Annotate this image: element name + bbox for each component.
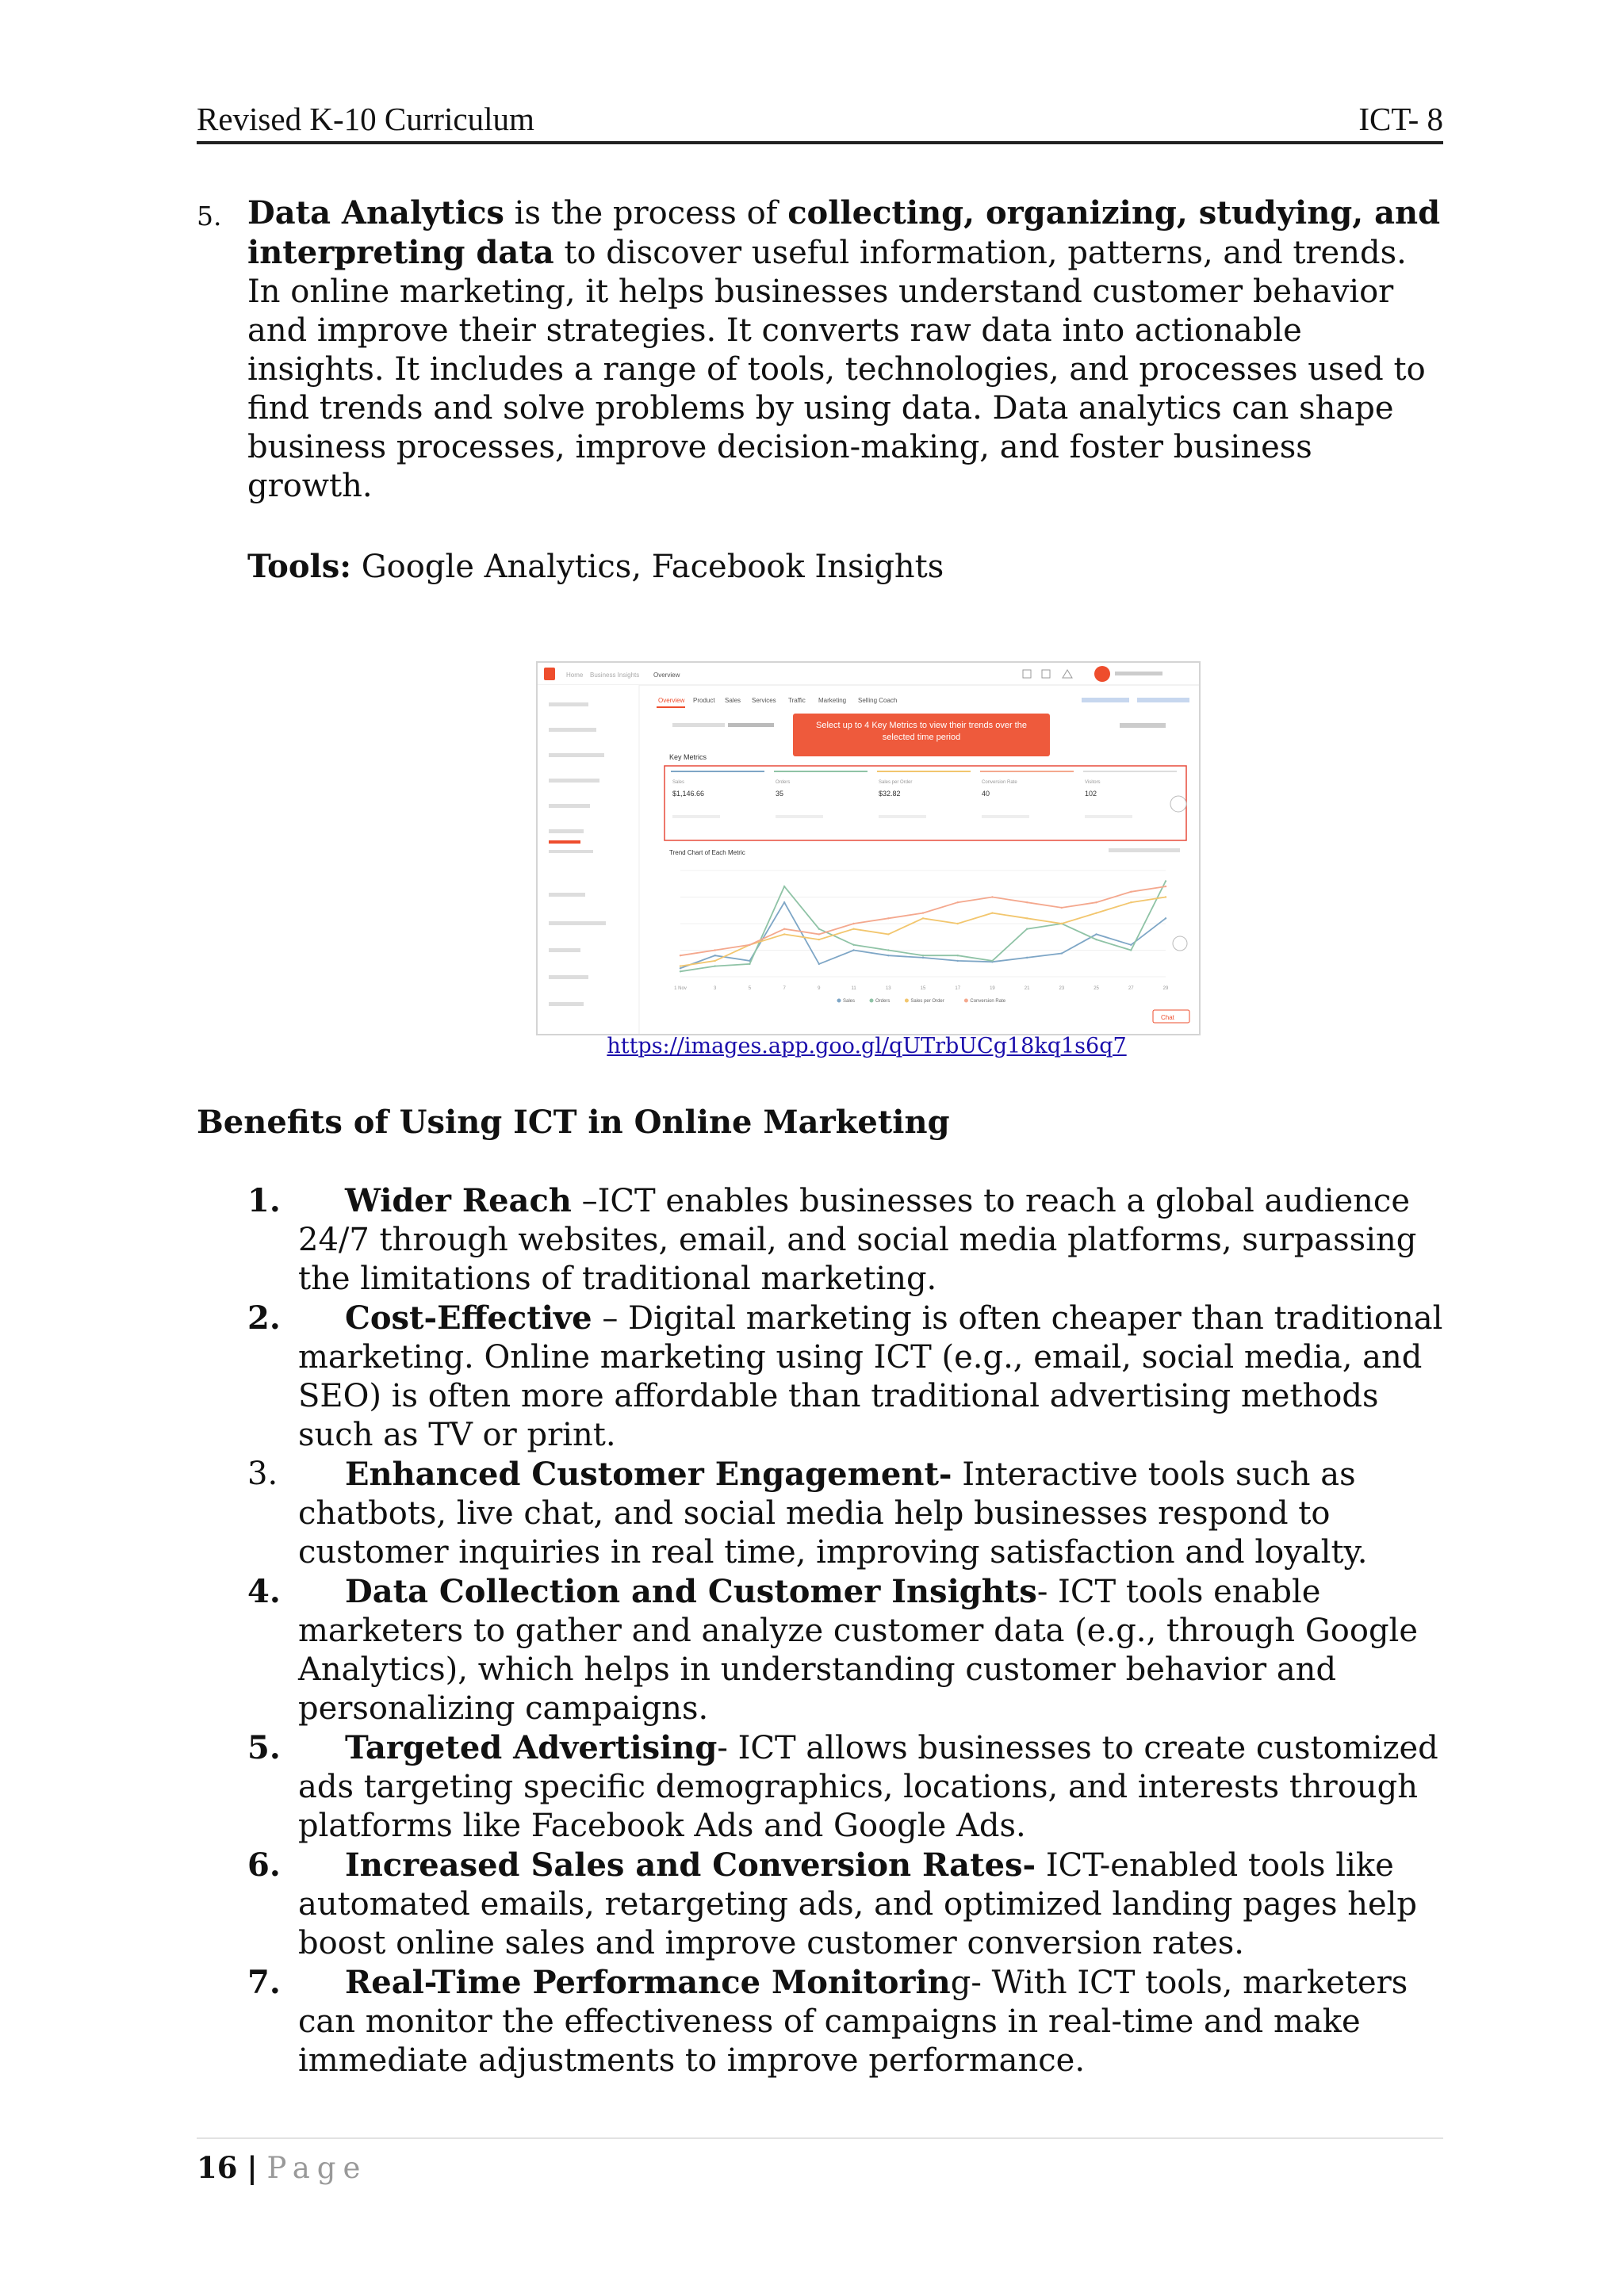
breadcrumb-home[interactable]: Home [566,672,584,679]
trend-grid [680,871,1166,977]
x-tick-label: 13 [885,986,891,991]
series-point [680,967,681,969]
item-number: 7. [247,1964,281,2001]
legend-swatch [870,999,874,1003]
item-title: Cost-Effective [345,1299,592,1337]
series-point [1061,952,1063,954]
next-arrow-icon[interactable] [1170,796,1186,812]
tab-selling-coach[interactable]: Selling Coach [858,697,898,704]
series-point [783,933,785,935]
page-header [197,97,1443,144]
x-tick-label: 7 [783,986,786,991]
metric-compare [672,815,720,818]
text-segment: to discover useful information, patterns, and trends. In online marketing, it helps businesses understand customer behavior and improve their strategies. It converts raw data into actionable insights. It includes a range of tools, technologies, and processes used to find trends and solve problems by using data. Data analytics can shape business processes, improve decision-making, and foster business growth. [247,235,1426,504]
list-item [247,1963,1445,2080]
item-text: - ICT tools enable marketers to gather and analyze customer data (e.g., through Google Analytics), which helps in understanding customer behavior and personalizing campaigns. [298,1574,1419,1727]
series-point [1026,957,1028,959]
callout-text-wrap [802,720,1040,752]
item-number: 6. [247,1846,281,1884]
footer-text [197,2150,367,2185]
series-point [1165,896,1166,897]
trend-chart-title: Trend Chart of Each Metric [669,849,745,856]
dashboard-svg [538,663,1199,1034]
benefits-heading: Benefits of Using ICT in Online Marketing [197,1104,950,1141]
sidebar [538,685,639,1034]
item-number: 2. [247,1299,281,1337]
series-point [680,965,681,966]
date-selector[interactable] [728,723,774,727]
metric-color-bar [1083,771,1177,772]
item-title: Data Collection and Customer Insights [345,1573,1037,1610]
legend-label: Sales per Order [910,999,944,1004]
series-point [1130,901,1132,903]
series-point [957,960,959,962]
series-point [991,912,993,913]
item-number: 4. [247,1573,281,1610]
breadcrumb-overview: Overview [653,672,680,679]
benefits-list [247,1181,1445,2080]
term-data-analytics: Data Analytics [247,194,504,232]
list-item [247,1299,1445,1455]
series-point [991,960,993,962]
x-tick-label: 5 [748,986,752,991]
page-footer [197,2137,1443,2185]
list-item [247,1846,1445,1963]
series-point [1130,949,1132,951]
analytics-screenshot [536,661,1201,1035]
metric-color-bar [877,771,971,772]
trend-x-ticks [674,986,1169,991]
list-item [247,1728,1445,1846]
settings-icon[interactable] [1173,936,1187,951]
series-point [680,970,681,972]
paragraph-text [247,193,1443,506]
key-metrics-box [665,766,1186,840]
legend-label: Sales [843,999,856,1004]
series-point [887,949,889,951]
legend-label: Orders [875,999,891,1004]
series-point [818,928,820,930]
legend-swatch [837,999,841,1003]
metric-color-bar [671,771,764,772]
series-point [1026,917,1028,919]
item-text: ICT-enabled tools like automated emails, retargeting ads, and optimized landing pages help boost online sales and improve customer conversion rates. [298,1847,1418,1961]
x-tick-label: 9 [818,986,821,991]
metric-color-bar [774,771,868,772]
series-point [922,917,924,919]
x-tick-label: 25 [1094,986,1099,991]
x-tick-label: 29 [1162,986,1169,991]
footer-separator: | [247,2150,258,2185]
text-segment: is the process of [504,195,788,232]
series-point [1095,901,1097,903]
full-screen-link[interactable] [1137,698,1189,702]
series-point [749,944,750,946]
shop-logo-icon [544,668,555,680]
series-point [957,955,959,956]
metric-label: Orders [776,780,791,785]
series-point [1095,933,1097,935]
metric-compare [776,815,823,818]
metric-value: $32.82 [879,790,901,798]
series-point [922,912,924,913]
metric-label: Sales [672,780,685,785]
series-point [1095,939,1097,940]
list-item [247,1572,1445,1728]
series-point [1026,928,1028,930]
tab-traffic[interactable]: Traffic [788,697,806,704]
trend-legend [837,999,1006,1004]
item-title: Targeted Advertising [345,1729,718,1766]
tab-product[interactable]: Product [693,697,715,704]
callout-text: Select up to 4 Key Metrics to view their trends over the selected time period [816,721,1027,742]
series-point [714,960,716,962]
metric-value: 102 [1085,790,1097,798]
series-point [991,896,993,897]
x-tick-label: 23 [1059,986,1065,991]
data-analytics-paragraph [197,193,1443,506]
series-point [1026,901,1028,903]
tools-value: Google Analytics, Facebook Insights [351,549,944,585]
series-point [1061,907,1063,909]
metric-value: 35 [776,790,784,798]
metric-compare [982,815,1029,818]
tab-overview[interactable]: Overview [658,697,685,704]
series-point [1165,917,1166,919]
tab-marketing[interactable]: Marketing [818,697,847,704]
image-source-link[interactable]: https://images.app.goo.gl/qUTrbUCg18kq1s6q7 [607,1034,1127,1058]
bold-phrase: collecting, organizing, studying, and interpreting data [247,194,1441,271]
series-point [680,955,681,956]
series-point [1095,912,1097,913]
paragraph-number: 5. [197,201,222,232]
export-data-button[interactable] [1120,723,1166,728]
x-tick-label: 11 [851,986,856,991]
series-point [783,928,785,930]
key-metrics-title: Key Metrics [669,753,707,761]
series-point [783,886,785,887]
tools-label: Tools: [247,548,352,585]
series-point [887,917,889,919]
series-point [714,965,716,966]
item-text: –ICT enables businesses to reach a global audience 24/7 through websites, email, and social media platforms, surpassing the limitations of traditional marketing. [298,1183,1417,1297]
list-item [247,1455,1445,1572]
page-word: Page [266,2151,368,2185]
series-point [1061,923,1063,924]
series-point [852,928,854,930]
page-number: 16 [197,2150,238,2185]
avatar[interactable] [1094,666,1110,682]
metric-compare [1085,815,1132,818]
series-point [818,963,820,965]
x-tick-label: 15 [920,986,926,991]
metric-label: Visitors [1085,780,1101,785]
metric-label: Conversion Rate [982,780,1017,785]
series-point [852,923,854,924]
series-point [1165,880,1166,882]
series-point [1130,944,1132,946]
x-tick-label: 3 [714,986,717,991]
series-point [922,957,924,959]
data-period-label [672,723,725,727]
header-subject: ICT- 8 [1358,101,1443,137]
series-point [818,933,820,935]
breadcrumb-business[interactable]: Business Insights [590,672,640,679]
metric-value: 40 [982,790,990,798]
series-point [749,963,750,965]
header-curriculum: Revised K-10 Curriculum [197,101,534,137]
x-tick-label: 19 [990,986,995,991]
list-item [247,1181,1445,1299]
item-number: 5. [247,1729,281,1766]
tab-bar [657,697,1189,708]
active-tab-underline [657,706,685,708]
item-text: – Digital marketing is often cheaper than traditional marketing. Online marketing using ICT (e.g., email, social media, and SEO) is often more affordable than traditional advertising methods such as TV or print. [298,1300,1443,1453]
tools-line [247,547,944,587]
tab-sales[interactable]: Sales [725,697,741,704]
series-point [714,955,716,956]
legend-label: Conversion Rate [970,999,1006,1004]
item-text: g- With ICT tools, marketers can monitor the effectiveness of campaigns in real-time and make immediate adjustments to improve performance. [298,1965,1408,2079]
x-tick-label: 27 [1128,986,1134,991]
series-point [1130,891,1132,893]
series-point [957,923,959,924]
item-text: - ICT allows businesses to create customized ads targeting specific demographics, locations, and interests through platforms like Facebook Ads and Google Ads. [298,1730,1438,1844]
metric-value: $1,146.66 [672,790,705,798]
tab-services[interactable]: Services [752,697,776,704]
account-name-placeholder [1115,672,1162,675]
item-title: Increased Sales and Conversion Rates- [345,1846,1036,1884]
series-point [1165,886,1166,887]
series-point [887,933,889,935]
legend-swatch [905,999,909,1003]
item-text: Interactive tools such as chatbots, live chat, and social media help businesses respond to customer inquiries in real time, improving satisfaction and loyalty. [298,1456,1368,1571]
chat-label: Chat [1161,1014,1174,1021]
trend-options[interactable] [1109,848,1180,852]
item-title: Real-Time Performance Monitorin [345,1964,951,2001]
x-tick-label: 1 Nov [674,986,687,991]
metric-color-bar [980,771,1074,772]
series-point [818,939,820,940]
series-point [922,955,924,956]
series-point [783,901,785,903]
metric-compare [879,815,926,818]
x-tick-label: 21 [1024,986,1030,991]
series-point [957,901,959,903]
metric-label: Sales per Order [879,780,913,785]
item-number: 3. [247,1456,278,1492]
series-point [887,955,889,956]
item-number: 1. [247,1182,281,1219]
item-title: Enhanced Customer Engagement- [345,1456,952,1493]
trend-lines [680,880,1166,972]
legend-swatch [964,999,968,1003]
item-title: Wider Reach [345,1182,572,1219]
series-point [852,944,854,946]
series-point [714,949,716,951]
series-point [852,949,854,951]
x-tick-label: 17 [955,986,961,991]
learn-more-link[interactable] [1082,698,1129,702]
